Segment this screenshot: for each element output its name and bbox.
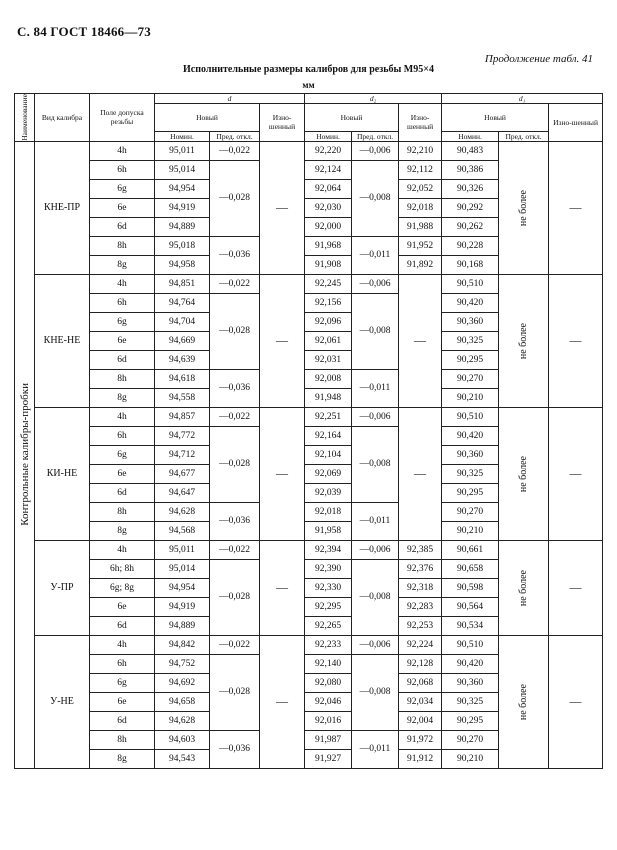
d-nominal-cell: 94,712	[155, 445, 210, 464]
d2-deviation-cell: —0,008	[352, 426, 399, 502]
d-worn-cell: —	[260, 635, 305, 768]
table-title: Исполнительные размеры калибров для резьбы М95×4	[183, 64, 434, 75]
d2-nominal-cell: 91,958	[305, 521, 352, 540]
tolerance-cell: 8g	[90, 521, 155, 540]
d-nominal-cell: 94,842	[155, 635, 210, 654]
d2-deviation-cell: —0,006	[352, 407, 399, 426]
tolerance-cell: 8h	[90, 730, 155, 749]
d1-nominal-cell: 90,420	[442, 654, 499, 673]
tolerance-cell: 8h	[90, 236, 155, 255]
d1-nominal-cell: 90,325	[442, 692, 499, 711]
d-nominal-cell: 95,014	[155, 160, 210, 179]
d2-nominal-cell: 92,164	[305, 426, 352, 445]
d-deviation-cell: —0,022	[210, 635, 260, 654]
d2-nominal-cell: 92,064	[305, 179, 352, 198]
d-nominal-cell: 94,677	[155, 464, 210, 483]
d-nominal-cell: 94,647	[155, 483, 210, 502]
d-nom-header: Номин.	[155, 131, 210, 141]
d2-nominal-cell: 92,140	[305, 654, 352, 673]
tolerance-cell: 6e	[90, 331, 155, 350]
d2-nominal-cell: 91,948	[305, 388, 352, 407]
d1-nominal-cell: 90,510	[442, 407, 499, 426]
d1-deviation-cell: не более	[499, 274, 549, 407]
d2-nominal-cell: 92,031	[305, 350, 352, 369]
d2-nominal-cell: 92,233	[305, 635, 352, 654]
d-nominal-cell: 94,568	[155, 521, 210, 540]
tolerance-cell: 6e	[90, 198, 155, 217]
d2-nominal-cell: 92,000	[305, 217, 352, 236]
d2-nominal-cell: 92,046	[305, 692, 352, 711]
d1-nominal-cell: 90,420	[442, 426, 499, 445]
tolerance-cell: 4h	[90, 407, 155, 426]
d-dev-header: Пред. откл.	[210, 131, 260, 141]
d2-nominal-cell: 92,394	[305, 540, 352, 559]
d1-nominal-cell: 90,295	[442, 350, 499, 369]
side-label: Контрольные калибры-пробки	[15, 141, 35, 768]
tolerance-cell: 6h	[90, 160, 155, 179]
d1-nominal-cell: 90,510	[442, 635, 499, 654]
d-nominal-cell: 94,857	[155, 407, 210, 426]
tolerance-cell: 6h	[90, 426, 155, 445]
d2-nominal-cell: 92,251	[305, 407, 352, 426]
d2-deviation-cell: —0,011	[352, 730, 399, 768]
d2-worn-cell: —	[399, 407, 442, 540]
d1-nominal-cell: 90,295	[442, 711, 499, 730]
d2-nominal-cell: 92,265	[305, 616, 352, 635]
tolerance-cell: 6d	[90, 711, 155, 730]
d2-deviation-cell: —0,011	[352, 502, 399, 540]
tolerance-cell: 8h	[90, 369, 155, 388]
d2-worn-cell: 92,112	[399, 160, 442, 179]
d-nominal-cell: 94,919	[155, 198, 210, 217]
d2-worn-cell: 91,892	[399, 255, 442, 274]
d2-deviation-cell: —0,006	[352, 274, 399, 293]
d-deviation-cell: —0,028	[210, 426, 260, 502]
d1-nominal-cell: 90,598	[442, 578, 499, 597]
tolerance-cell: 4h	[90, 540, 155, 559]
col-d1-header: d₁	[442, 94, 603, 104]
tolerance-cell: 8g	[90, 388, 155, 407]
tolerance-cell: 6g; 8g	[90, 578, 155, 597]
d-nominal-cell: 94,618	[155, 369, 210, 388]
d1-nominal-cell: 90,168	[442, 255, 499, 274]
d2-worn-cell: 92,318	[399, 578, 442, 597]
d2-worn-cell: 92,253	[399, 616, 442, 635]
d-nominal-cell: 95,011	[155, 141, 210, 160]
d-deviation-cell: —0,036	[210, 730, 260, 768]
gauge-kind: У-ПР	[35, 540, 90, 635]
d-nominal-cell: 94,764	[155, 293, 210, 312]
col-tolerance-header: Поле допуска резьбы	[90, 94, 155, 142]
d2-deviation-cell: —0,008	[352, 293, 399, 369]
col-d2-header: d₂	[305, 94, 442, 104]
d1-nominal-cell: 90,483	[442, 141, 499, 160]
d2-worn-cell: 91,952	[399, 236, 442, 255]
d-deviation-cell: —0,028	[210, 293, 260, 369]
gauge-kind: КНЕ-ПР	[35, 141, 90, 274]
tolerance-cell: 6d	[90, 616, 155, 635]
d-nominal-cell: 95,018	[155, 236, 210, 255]
tolerance-cell: 4h	[90, 274, 155, 293]
d2-worn-cell: 92,385	[399, 540, 442, 559]
d1-worn-cell: —	[549, 635, 603, 768]
d2-new-header: Новый	[305, 104, 399, 132]
d-deviation-cell: —0,028	[210, 160, 260, 236]
d1-nominal-cell: 90,564	[442, 597, 499, 616]
d-nominal-cell: 94,889	[155, 616, 210, 635]
d1-nominal-cell: 90,325	[442, 331, 499, 350]
d-nominal-cell: 94,603	[155, 730, 210, 749]
table-row	[15, 540, 603, 559]
d2-nominal-cell: 91,968	[305, 236, 352, 255]
d2-nominal-cell: 92,124	[305, 160, 352, 179]
d1-deviation-cell: не более	[499, 635, 549, 768]
tolerance-cell: 8g	[90, 749, 155, 768]
d1-new-header: Новый	[442, 104, 549, 132]
d2-worn-cell: 92,052	[399, 179, 442, 198]
d-nominal-cell: 94,752	[155, 654, 210, 673]
d2-worn-cell: 92,283	[399, 597, 442, 616]
tolerance-cell: 6g	[90, 179, 155, 198]
d2-deviation-cell: —0,011	[352, 369, 399, 407]
d1-nominal-cell: 90,326	[442, 179, 499, 198]
units-label: мм	[302, 80, 315, 90]
d1-nominal-cell: 90,210	[442, 388, 499, 407]
d2-deviation-cell: —0,011	[352, 236, 399, 274]
d1-deviation-cell: не более	[499, 141, 549, 274]
d2-deviation-cell: —0,006	[352, 635, 399, 654]
d2-worn-cell: 92,210	[399, 141, 442, 160]
d1-nominal-cell: 90,295	[442, 483, 499, 502]
d2-worn-cell: 91,912	[399, 749, 442, 768]
gauge-kind: У-НЕ	[35, 635, 90, 768]
tolerance-cell: 6e	[90, 464, 155, 483]
d1-nominal-cell: 90,510	[442, 274, 499, 293]
d-nominal-cell: 94,658	[155, 692, 210, 711]
d2-deviation-cell: —0,008	[352, 559, 399, 635]
d2-nominal-cell: 92,061	[305, 331, 352, 350]
d1-nominal-cell: 90,210	[442, 521, 499, 540]
col-name-header: Наименование	[15, 94, 35, 142]
d-deviation-cell: —0,022	[210, 141, 260, 160]
d2-worn-cell: 92,018	[399, 198, 442, 217]
tolerance-cell: 6h	[90, 654, 155, 673]
gauge-kind: КНЕ-НЕ	[35, 274, 90, 407]
d2-nominal-cell: 92,030	[305, 198, 352, 217]
d1-nominal-cell: 90,360	[442, 312, 499, 331]
d2-worn-header: Изно-шенный	[399, 104, 442, 142]
d-nominal-cell: 94,954	[155, 179, 210, 198]
d-nominal-cell: 94,772	[155, 426, 210, 445]
d2-deviation-cell: —0,008	[352, 160, 399, 236]
d2-worn-cell: —	[399, 274, 442, 407]
d2-nominal-cell: 92,220	[305, 141, 352, 160]
d1-nominal-cell: 90,534	[442, 616, 499, 635]
tolerance-cell: 6g	[90, 312, 155, 331]
d2-nominal-cell: 92,096	[305, 312, 352, 331]
d1-nominal-cell: 90,292	[442, 198, 499, 217]
d1-nominal-cell: 90,270	[442, 730, 499, 749]
gauge-kind: КИ-НЕ	[35, 407, 90, 540]
d2-nominal-cell: 92,330	[305, 578, 352, 597]
d-nominal-cell: 94,543	[155, 749, 210, 768]
col-kind-header: Вид калибра	[35, 94, 90, 142]
d-nominal-cell: 95,011	[155, 540, 210, 559]
d1-worn-cell: —	[549, 274, 603, 407]
d-nominal-cell: 94,628	[155, 711, 210, 730]
d-deviation-cell: —0,028	[210, 654, 260, 730]
d-deviation-cell: —0,022	[210, 274, 260, 293]
d2-worn-cell: 91,972	[399, 730, 442, 749]
d2-nominal-cell: 92,016	[305, 711, 352, 730]
tolerance-cell: 6e	[90, 692, 155, 711]
d1-deviation-cell: не более	[499, 540, 549, 635]
tolerance-cell: 6e	[90, 597, 155, 616]
d2-nominal-cell: 91,908	[305, 255, 352, 274]
d-deviation-cell: —0,022	[210, 407, 260, 426]
d-nominal-cell: 94,692	[155, 673, 210, 692]
d1-deviation-cell: не более	[499, 407, 549, 540]
d2-nominal-cell: 92,080	[305, 673, 352, 692]
tolerance-cell: 8g	[90, 255, 155, 274]
d-nominal-cell: 94,889	[155, 217, 210, 236]
d-nominal-cell: 94,958	[155, 255, 210, 274]
d2-nominal-cell: 92,039	[305, 483, 352, 502]
d2-worn-cell: 92,068	[399, 673, 442, 692]
tolerance-cell: 6h; 8h	[90, 559, 155, 578]
d1-nominal-cell: 90,270	[442, 502, 499, 521]
tolerance-cell: 6d	[90, 350, 155, 369]
d2-worn-cell: 91,988	[399, 217, 442, 236]
d2-nominal-cell: 92,245	[305, 274, 352, 293]
d1-worn-cell: —	[549, 540, 603, 635]
d-deviation-cell: —0,028	[210, 559, 260, 635]
d-deviation-cell: —0,036	[210, 236, 260, 274]
d-nominal-cell: 94,628	[155, 502, 210, 521]
tolerance-cell: 6g	[90, 673, 155, 692]
d1-nominal-cell: 90,228	[442, 236, 499, 255]
d-deviation-cell: —0,022	[210, 540, 260, 559]
table-row	[15, 407, 603, 426]
d1-nominal-cell: 90,262	[442, 217, 499, 236]
d2-nominal-cell: 92,390	[305, 559, 352, 578]
standard-code: ГОСТ 18466—73	[50, 24, 151, 39]
d2-worn-cell: 92,004	[399, 711, 442, 730]
d2-nominal-cell: 92,008	[305, 369, 352, 388]
d1-nominal-cell: 90,420	[442, 293, 499, 312]
continuation-note: Продолжение табл. 41	[484, 53, 593, 65]
d2-worn-cell: 92,128	[399, 654, 442, 673]
table-row	[15, 141, 603, 160]
page-number: С. 84	[17, 24, 47, 39]
d2-nominal-cell: 92,156	[305, 293, 352, 312]
d1-worn-cell: —	[549, 407, 603, 540]
tolerance-cell: 6d	[90, 483, 155, 502]
d1-worn-header: Изно-шенный	[549, 104, 603, 142]
d2-nominal-cell: 91,987	[305, 730, 352, 749]
d1-nominal-cell: 90,360	[442, 445, 499, 464]
tolerance-cell: 6d	[90, 217, 155, 236]
d2-deviation-cell: —0,006	[352, 540, 399, 559]
d2-dev-header: Пред. откл.	[352, 131, 399, 141]
d1-dev-header: Пред. откл.	[499, 131, 549, 141]
d1-nominal-cell: 90,658	[442, 559, 499, 578]
d-worn-cell: —	[260, 407, 305, 540]
d2-nominal-cell: 92,295	[305, 597, 352, 616]
d1-nom-header: Номин.	[442, 131, 499, 141]
d2-deviation-cell: —0,006	[352, 141, 399, 160]
d1-nominal-cell: 90,360	[442, 673, 499, 692]
d-worn-header: Изно-шенный	[260, 104, 305, 142]
d-new-header: Новый	[155, 104, 260, 132]
d1-nominal-cell: 90,325	[442, 464, 499, 483]
d2-deviation-cell: —0,008	[352, 654, 399, 730]
d-worn-cell: —	[260, 141, 305, 274]
d-nominal-cell: 94,954	[155, 578, 210, 597]
d-nominal-cell: 94,669	[155, 331, 210, 350]
tolerance-cell: 4h	[90, 635, 155, 654]
tolerance-cell: 8h	[90, 502, 155, 521]
dimensions-table	[14, 93, 603, 769]
d2-worn-cell: 92,034	[399, 692, 442, 711]
d1-nominal-cell: 90,210	[442, 749, 499, 768]
d1-nominal-cell: 90,386	[442, 160, 499, 179]
d2-nominal-cell: 92,104	[305, 445, 352, 464]
page-header	[17, 24, 151, 40]
d2-nom-header: Номин.	[305, 131, 352, 141]
d2-nominal-cell: 92,018	[305, 502, 352, 521]
d1-nominal-cell: 90,270	[442, 369, 499, 388]
d1-nominal-cell: 90,661	[442, 540, 499, 559]
d2-worn-cell: 92,376	[399, 559, 442, 578]
table-body	[15, 141, 603, 768]
d2-worn-cell: 92,224	[399, 635, 442, 654]
col-d-header: d	[155, 94, 305, 104]
d2-nominal-cell: 91,927	[305, 749, 352, 768]
d1-worn-cell: —	[549, 141, 603, 274]
d-nominal-cell: 94,558	[155, 388, 210, 407]
d-nominal-cell: 94,851	[155, 274, 210, 293]
d-worn-cell: —	[260, 540, 305, 635]
tolerance-cell: 4h	[90, 141, 155, 160]
table-row	[15, 274, 603, 293]
d-deviation-cell: —0,036	[210, 369, 260, 407]
d-worn-cell: —	[260, 274, 305, 407]
tolerance-cell: 6h	[90, 293, 155, 312]
d-deviation-cell: —0,036	[210, 502, 260, 540]
d2-nominal-cell: 92,069	[305, 464, 352, 483]
d-nominal-cell: 94,919	[155, 597, 210, 616]
tolerance-cell: 6g	[90, 445, 155, 464]
d-nominal-cell: 94,704	[155, 312, 210, 331]
table-row	[15, 635, 603, 654]
d-nominal-cell: 94,639	[155, 350, 210, 369]
d-nominal-cell: 95,014	[155, 559, 210, 578]
